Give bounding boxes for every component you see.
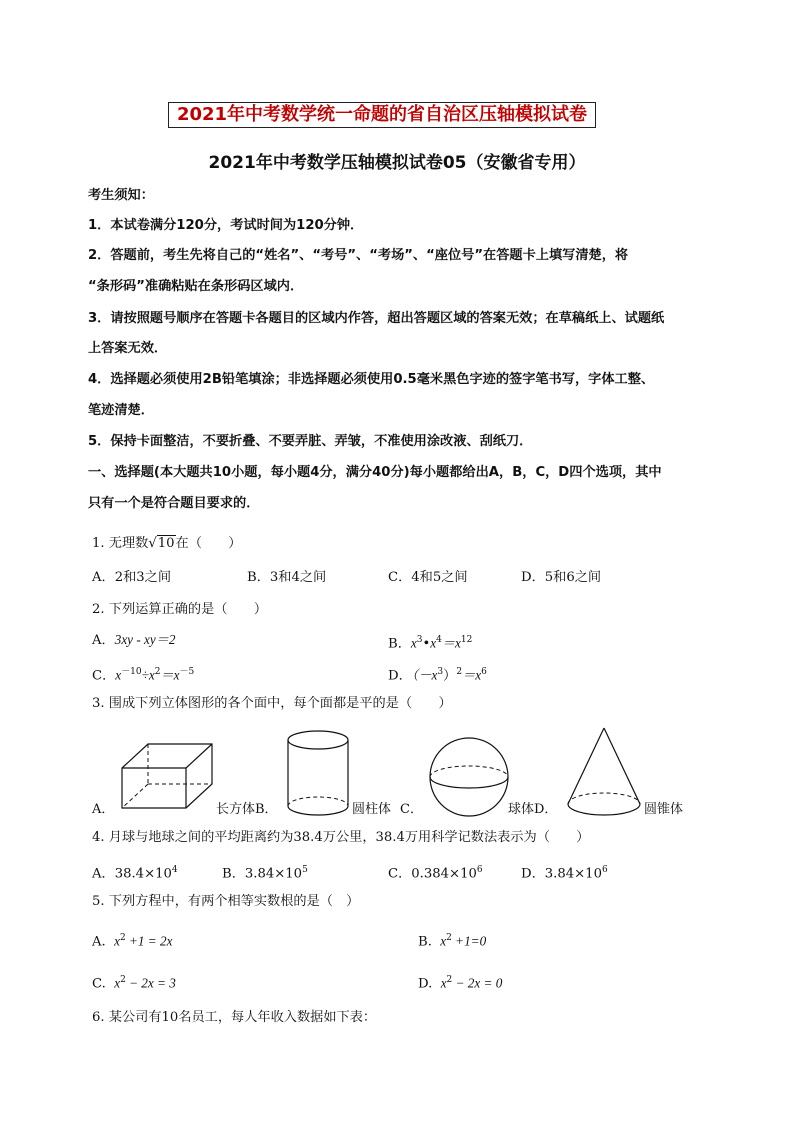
q4-option-c <box>388 860 483 884</box>
q2-d-exp1: 3 <box>437 667 444 677</box>
q5-d-x: x <box>440 975 447 991</box>
q4-option-b <box>222 860 308 884</box>
q5-c-exp: 2 <box>120 975 126 985</box>
q5-c-x: x <box>114 975 121 991</box>
q2-c-div: ÷x <box>141 667 155 683</box>
notes-item-3-cont: 上答案无效． <box>88 341 168 356</box>
q4-c-exp: 6 <box>476 865 483 875</box>
q3-label-sphere-d: 球体D． <box>508 802 558 817</box>
q2-a-expr: 3xy - xy＝2 <box>114 632 176 647</box>
q2-b-exp3: 12 <box>460 635 473 645</box>
q2-d-close: ） <box>443 668 457 684</box>
q2-d-exp2: 2 <box>456 667 463 677</box>
q3-label-cone: 圆锥体 <box>644 802 684 817</box>
q1-radicand: 10 <box>157 536 175 551</box>
q3-label-cylinder: 圆柱体 <box>352 802 392 817</box>
q5-option-b <box>418 928 486 952</box>
question-5-stem: 5. 下列方程中，有两个相等实数根的是（ ） <box>92 894 360 909</box>
q2-c-exp1: －10 <box>121 667 142 677</box>
q2-c-exp3: －5 <box>179 667 195 677</box>
exam-series-banner: 2021年中考数学统一命题的省自治区压轴模拟试卷 <box>168 102 596 128</box>
q5-d-exp: 2 <box>446 975 453 985</box>
q2-option-b <box>388 630 472 654</box>
q2-b-exp2: 4 <box>436 635 442 645</box>
question-3-stem: 3. 围成下列立体图形的各个面中，每个面都是平的是（ ） <box>92 696 452 711</box>
q4-d-text: D．3.84×10 <box>521 866 602 882</box>
q4-a-text: A．38.4×10 <box>92 866 172 882</box>
cuboid-figure <box>120 742 214 810</box>
q2-b-label: B． <box>388 636 411 652</box>
notes-item-1: 1．本试卷满分120分，考试时间为120分钟． <box>88 218 364 233</box>
q2-d-eq: ＝x <box>462 667 482 683</box>
q4-c-text: C．0.384×10 <box>388 866 477 882</box>
q5-c-label: C. <box>92 976 106 992</box>
sqrt-symbol: √ <box>148 536 157 551</box>
q4-b-text: B．3.84×10 <box>222 866 303 882</box>
q5-d-rest: − 2x = 0 <box>452 975 503 991</box>
q5-b-label: B. <box>418 934 432 950</box>
q4-d-exp: 6 <box>601 865 608 875</box>
q2-c-eq: ＝x <box>160 667 180 683</box>
q2-d-exp3: 6 <box>481 667 487 677</box>
notes-item-5: 5．保持卡面整洁，不要折叠、不要弄脏、弄皱，不准使用涂改液、刮纸刀． <box>88 434 533 449</box>
q2-option-c <box>92 662 194 686</box>
q2-option-d <box>388 662 487 686</box>
q1-stem-post: 在（ ） <box>175 536 242 551</box>
section-heading: 一、选择题(本大题共10小题，每小题4分，满分40分)每小题都给出A，B，C，D四个选项，其中 <box>88 465 662 480</box>
question-6-stem: 6. 某公司有10名员工，每人年收入数据如下表： <box>92 1010 377 1025</box>
q2-b-exp1: 3 <box>416 635 423 645</box>
q5-a-rest: +1 = 2x <box>125 933 173 949</box>
cylinder-figure <box>286 730 350 818</box>
question-4-stem: 4. 月球与地球之间的平均距离约为38.4万公里，38.4万用科学记数法表示为（ ） <box>92 830 590 845</box>
q2-b-eq: ＝x <box>441 635 461 651</box>
cone-figure <box>566 726 642 818</box>
q5-a-exp: 2 <box>119 933 126 943</box>
q5-a-x: x <box>114 933 120 949</box>
q2-option-a <box>92 630 176 651</box>
q5-option-a <box>92 928 172 952</box>
q5-option-d <box>418 970 502 994</box>
q1-option-c: C．4和5之间 <box>388 570 468 585</box>
q2-b-dot: • <box>422 636 431 652</box>
q3-label-cuboid-b: 长方体B． <box>216 802 278 817</box>
q2-b-x: x <box>410 635 417 651</box>
q4-option-d <box>521 860 608 884</box>
q3-label-a: A． <box>92 802 115 817</box>
notes-item-4: 4．选择题必须使用2B铅笔填涂；非选择题必须使用0.5毫米黑色字迹的签字笔书写，字体工整、 <box>88 372 655 387</box>
notes-item-3: 3．请按照题号顺序在答题卡各题目的区域内作答，超出答题区域的答案无效；在草稿纸上、试题纸 <box>88 311 665 326</box>
notes-item-4-cont: 笔迹清楚． <box>88 403 154 418</box>
q1-option-a: A．2和3之间 <box>92 570 172 585</box>
q5-option-c <box>92 970 176 994</box>
q2-a-label: A． <box>92 633 115 648</box>
q1-option-d: D．5和6之间 <box>521 570 602 585</box>
q2-d-open: （－x <box>411 667 438 683</box>
notes-item-2-cont: “条形码”准确粘贴在条形码区域内． <box>88 279 304 294</box>
q2-b-x2: x <box>430 635 437 651</box>
notes-item-2: 2．答题前，考生先将自己的“姓名”、“考号”、“考场”、“座位号”在答题卡上填写清楚，将 <box>88 248 629 263</box>
q4-b-exp: 5 <box>302 865 308 875</box>
q2-d-label: D． <box>388 668 412 684</box>
question-1-stem <box>92 534 241 554</box>
page-title: 2021年中考数学压轴模拟试卷05（安徽省专用） <box>208 153 586 173</box>
q5-b-rest: +1=0 <box>451 933 487 949</box>
question-2-stem: 2. 下列运算正确的是（ ） <box>92 602 268 617</box>
q3-label-c: C． <box>400 802 423 817</box>
q1-stem-pre: 1. 无理数 <box>92 536 149 551</box>
q5-d-label: D. <box>418 976 433 992</box>
q2-c-x: x <box>115 667 122 683</box>
q2-c-exp2: 2 <box>154 667 161 677</box>
q5-a-label: A. <box>92 934 106 950</box>
q5-b-exp: 2 <box>446 933 452 943</box>
q2-c-label: C． <box>92 668 116 684</box>
notes-heading: 考生须知： <box>88 188 154 203</box>
q1-option-b: B．3和4之间 <box>247 570 327 585</box>
q4-option-a <box>92 860 178 884</box>
section-heading-cont: 只有一个是符合题目要求的． <box>88 496 260 511</box>
q5-b-x: x <box>440 933 447 949</box>
q4-a-exp: 4 <box>171 865 178 875</box>
sphere-figure <box>428 736 510 818</box>
q5-c-rest: − 2x = 3 <box>125 975 176 991</box>
